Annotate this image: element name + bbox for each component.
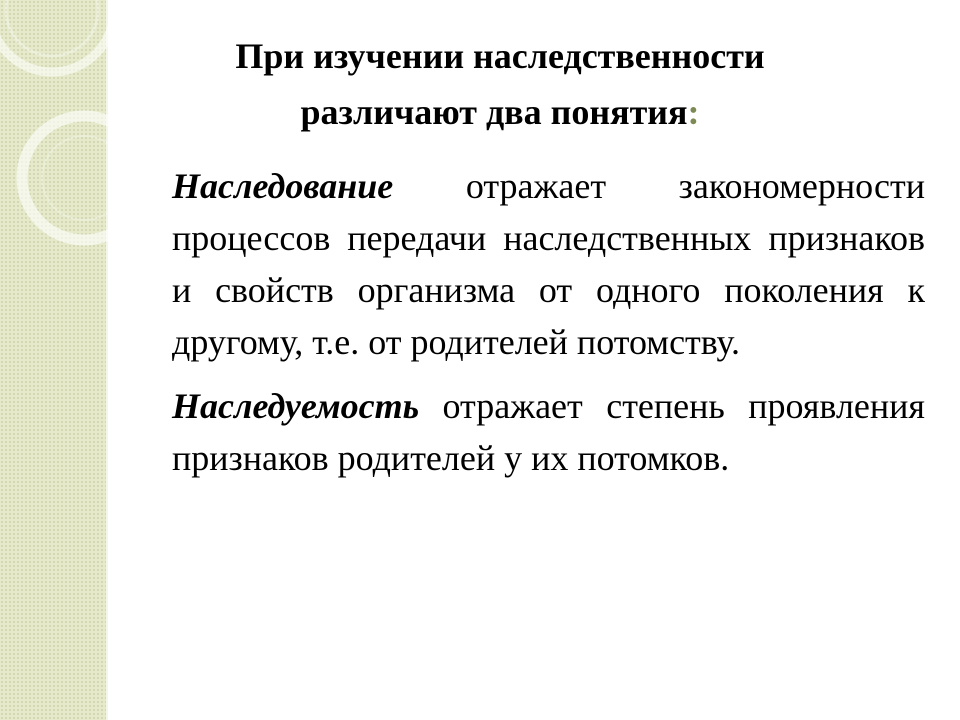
title-colon: : — [687, 92, 700, 132]
definition-paragraph-inheritance — [172, 160, 925, 368]
concentric-rings-icon — [0, 0, 140, 260]
title-line-2-text: различают два понятия — [300, 92, 688, 132]
term-inheritance: Наследование — [172, 166, 394, 206]
definition-inheritance-text: отражает закономерности процессов передачи наследственных признаков и свойств организма от одного поколения к другому, т.е. от родителей потомству. — [172, 166, 925, 362]
slide-title — [150, 28, 850, 140]
term-heritability: Наследуемость — [172, 386, 420, 426]
title-line-1: При изучении наследственности — [235, 36, 765, 76]
definition-heritability-text: отражает степень проявления признаков родителей у их потомков. — [172, 386, 925, 478]
slide-body — [172, 160, 925, 496]
definition-paragraph-heritability — [172, 380, 925, 484]
title-line-2 — [150, 84, 850, 140]
